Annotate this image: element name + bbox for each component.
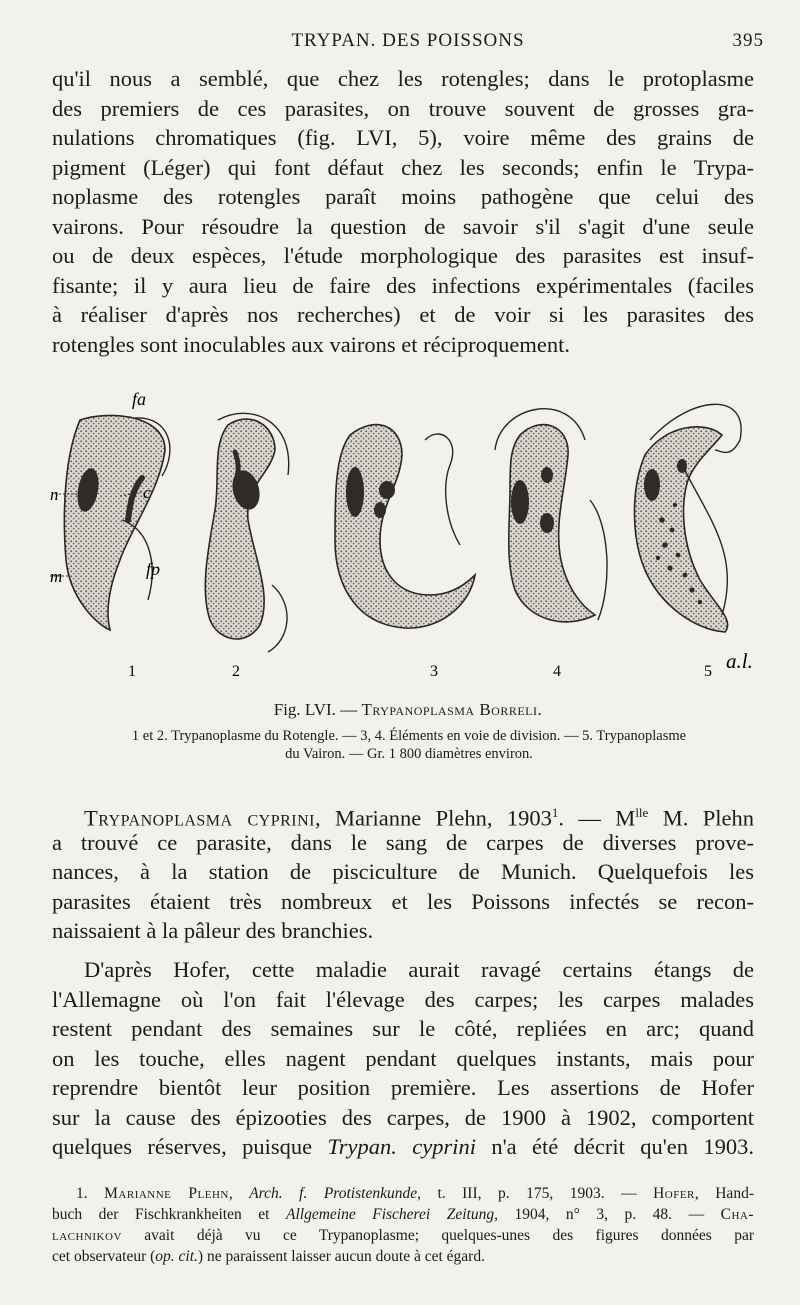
mlle-superscript: lle: [635, 805, 649, 820]
footnote-number: 1.: [76, 1185, 105, 1202]
label-n: n: [50, 485, 59, 504]
text-line: ou de deux espèces, l'étude morphologique des parasites est insuf-: [52, 243, 754, 268]
text-span: , Marianne Plehn, 1903: [315, 805, 552, 831]
figure-lvi-illustration: [50, 380, 770, 690]
text-line: noplasme des rotengles paraît moins pathogène que celui des: [52, 184, 754, 209]
paragraph-3: [52, 955, 754, 1162]
species-italic: Trypan. cyprini: [327, 1134, 476, 1159]
figure-legend: [60, 727, 758, 763]
text-line: restent pendant des semaines sur le côté, repliées en arc; quand: [52, 1016, 754, 1041]
running-head-title: TRYPAN. DES POISSONS: [291, 30, 525, 51]
legend-line: 1 et 2. Trypanoplasme du Rotengle. — 3, 4. Éléments en voie de division. — 5. Trypanoplasme: [131, 728, 687, 744]
text-line: nances, à la station de pisciculture de Munich. Quelquefois les: [52, 859, 754, 884]
text-line: à réaliser d'après nos recherches) et de voir si les parasites des: [52, 302, 754, 327]
text-line: parasites étaient très nombreux et les Poissons infectés se recon-: [52, 888, 754, 914]
text-span: M. Plehn: [648, 805, 754, 831]
text-line: rotengles sont inoculables aux vairons et réciproquement.: [52, 331, 570, 357]
page-number: 395: [732, 30, 764, 51]
trypanoplasma-drawings: [50, 380, 770, 690]
author-name: Hofer: [653, 1185, 695, 1202]
species-name: Trypanoplasma cyprini: [84, 805, 315, 831]
author-name: lachnikov: [52, 1227, 122, 1244]
text-span: n'a été décrit qu'en 1903.: [475, 1134, 754, 1159]
specimen-3: [335, 425, 475, 629]
artist-signature: a.l.: [726, 649, 753, 673]
specimen-number: 3: [430, 663, 438, 680]
specimen-number: 4: [553, 663, 561, 680]
text-line: D'après Hofer, cette maladie aurait ravagé certains étangs de: [84, 957, 754, 982]
text-line: fisante; il y aura lieu de faire des infections expérimentales (faciles: [52, 272, 754, 298]
specimen-4: [495, 409, 607, 622]
text-span: , 1904, n° 3, p. 48. —: [494, 1206, 721, 1223]
specimen-number: 2: [232, 663, 240, 680]
specimen-2: [205, 413, 288, 652]
text-span: , Hand-: [694, 1185, 754, 1202]
paragraph-2: [52, 798, 754, 946]
footnote-line: [52, 1183, 754, 1204]
paragraph-1: [52, 64, 754, 359]
footnote-mark: 1: [551, 805, 559, 820]
specimen-5: [634, 404, 741, 632]
text-span: . — M: [558, 805, 636, 831]
text-line: sur la cause des épizooties des carpes, de 1900 à 1902, comportent: [52, 1104, 754, 1130]
text-line: qu'il nous a semblé, que chez les rotengles; dans le protoplasme: [52, 66, 754, 91]
caption-title: Trypanoplasma Borreli.: [361, 700, 543, 719]
text-line: des premiers de ces parasites, on trouve souvent de grosses gra-: [52, 95, 754, 121]
footnote-line: [52, 1204, 754, 1225]
text-span: quelques réserves, puisque: [52, 1134, 328, 1159]
text-line: [52, 1132, 754, 1162]
legend-line: du Vairon. — Gr. 1 800 diamètres environ.: [285, 746, 533, 762]
text-line: nulations chromatiques (fig. LVI, 5), voire même des grains de: [52, 125, 754, 150]
text-line: reprendre bientôt leur position première. Les assertions de Hofer: [52, 1075, 754, 1100]
text-line: l'Allemagne où l'on fait l'élevage des carpes; les carpes malades: [52, 986, 754, 1012]
journal-title: Arch. f. Protistenkunde: [249, 1185, 418, 1202]
text-line: [52, 798, 754, 831]
author-name: Marianne Plehn: [104, 1185, 229, 1202]
text-span: avait déjà vu ce Trypanoplasme; quelques-unes des figures données par: [121, 1227, 754, 1244]
text-line: on les touche, elles nagent pendant quelques instants, mais pour: [52, 1045, 754, 1071]
footnote-line: [52, 1225, 754, 1246]
footnote-line: [52, 1246, 754, 1267]
label-fa: fa: [132, 389, 147, 409]
text-line: pigment (Léger) qui font défaut chez les seconds; enfin le Trypa-: [52, 154, 754, 180]
specimen-1: [50, 415, 170, 630]
text-span: , t. III, p. 175, 1903. —: [417, 1185, 654, 1202]
text-span: ) ne paraissent laisser aucun doute à cet égard.: [197, 1248, 485, 1265]
figure-caption: [52, 700, 764, 720]
label-c: c: [143, 483, 151, 502]
running-head: [52, 30, 764, 56]
specimen-number: 5: [704, 663, 712, 680]
text-line: a trouvé ce parasite, dans le sang de carpes de diverses prove-: [52, 829, 754, 855]
label-m: m: [50, 567, 63, 586]
text-span: ,: [228, 1185, 250, 1202]
journal-title: Allgemeine Fischerei Zeitung: [285, 1206, 495, 1223]
caption-prefix: Fig. LVI. —: [273, 700, 362, 719]
footnotes: [52, 1183, 754, 1267]
text-span: cet observateur (: [52, 1248, 156, 1265]
citation-italic: op. cit.: [155, 1248, 198, 1265]
text-line: vairons. Pour résoudre la question de savoir s'il s'agit d'une seule: [52, 213, 754, 239]
author-name: Cha-: [720, 1206, 755, 1223]
text-line: naissaient à la pâleur des branchies.: [52, 918, 374, 943]
text-span: buch der Fischkrankheiten et: [52, 1206, 286, 1223]
specimen-number: 1: [128, 663, 136, 680]
label-fp: fp: [146, 559, 161, 579]
